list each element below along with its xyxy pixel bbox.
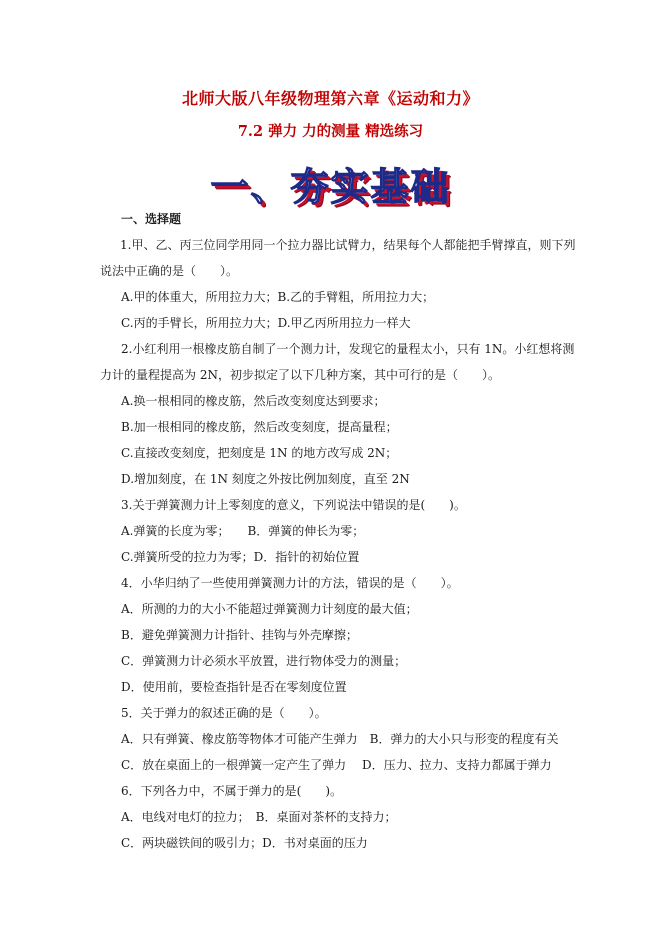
question-option: B.加一根相同的橡皮筋，然后改变刻度，提高量程； [121, 420, 398, 434]
question-option: D.增加刻度，在 1N 刻度之外按比例加刻度，直至 2N [121, 472, 410, 486]
question-stem: 1.甲、乙、丙三位同学用同一个拉力器比试臂力，结果每个人都能把手臂撑直，则下列 [120, 238, 576, 252]
question-option: C．两块磁铁间的吸引力；D．书对桌面的压力 [121, 836, 368, 850]
question-option: A．所测的力的大小不能超过弹簧测力计刻度的最大值； [121, 602, 418, 616]
question-option: B．避免弹簧测力计指针、挂钩与外壳摩擦； [121, 628, 358, 642]
question-option: A．电线对电灯的拉力； B．桌面对茶杯的支持力； [121, 810, 397, 824]
question-6 [121, 778, 551, 856]
question-option: C.弹簧所受的拉力为零；D．指针的初始位置 [121, 550, 360, 564]
document-subtitle: 7.2 弹力 力的测量 精选练习 [237, 123, 424, 140]
section-banner: 一、夯实基础 [210, 164, 451, 209]
question-4 [121, 570, 551, 700]
question-option: A.弹簧的长度为零； B．弹簧的伸长为零； [121, 524, 365, 538]
question-1 [100, 232, 576, 336]
question-option: C.丙的手臂长，所用拉力大；D.甲乙丙所用拉力一样大 [121, 316, 411, 330]
question-stem: 3.关于弹簧测力计上零刻度的意义，下列说法中错误的是( )。 [121, 498, 466, 512]
question-stem: 6．下列各力中，不属于弹力的是( )。 [121, 784, 342, 798]
question-stem-continued: 说法中正确的是（ ）。 [100, 264, 239, 278]
document-title: 北师大版八年级物理第六章《运动和力》 [181, 89, 479, 108]
question-option: C.直接改变刻度，把刻度是 1N 的地方改写成 2N； [121, 446, 398, 460]
question-option: A.甲的体重大，所用拉力大；B.乙的手臂粗，所用拉力大； [121, 290, 435, 304]
exercise-content [100, 206, 576, 856]
question-3 [121, 492, 551, 570]
question-stem-continued: 力计的量程提高为 2N，初步拟定了以下几种方案，其中可行的是（ ）。 [100, 368, 500, 382]
question-option: A.换一根相同的橡皮筋，然后改变刻度达到要求； [121, 394, 386, 408]
question-option: C．放在桌面上的一根弹簧一定产生了弹力 D．压力、拉力、支持力都属于弹力 [121, 758, 552, 772]
question-stem: 2.小红利用一根橡皮筋自制了一个测力计，发现它的量程太小，只有 1N。小红想将测 [121, 342, 575, 356]
question-2 [100, 336, 575, 492]
question-option: A．只有弹簧、橡皮筋等物体才可能产生弹力 B．弹力的大小只与形变的程度有关 [121, 732, 559, 746]
question-option: D．使用前，要检查指针是否在零刻度位置 [121, 680, 347, 694]
question-stem: 4．小华归纳了一些使用弹簧测力计的方法，错误的是（ ）。 [121, 576, 459, 590]
question-stem: 5．关于弹力的叙述正确的是（ ）。 [121, 706, 327, 720]
question-option: C．弹簧测力计必须水平放置，进行物体受力的测量； [121, 654, 407, 668]
question-5 [121, 700, 559, 778]
section-heading: 一、选择题 [121, 212, 182, 226]
